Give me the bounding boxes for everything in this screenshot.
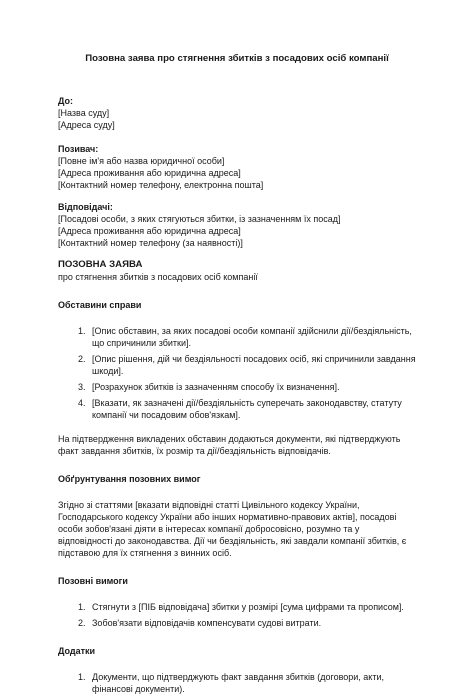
list-item: 1. Стягнути з [ПІБ відповідача] збитки у розмірі [сума цифрами та прописом]. <box>88 601 416 613</box>
defendants-address: [Адреса проживання або юридична адреса] <box>58 226 241 236</box>
document-title: Позовна заява про стягнення збитків з посадових осіб компанії <box>85 53 389 64</box>
demands-list <box>58 601 416 629</box>
defendants-contact: [Контактний номер телефону (за наявності)] <box>58 238 243 248</box>
section-title-circumstances: Обставини справи <box>58 300 142 310</box>
section-title-attachments: Додатки <box>58 646 96 656</box>
plaintiff-contact: [Контактний номер телефону, електронна пошта] <box>58 180 264 190</box>
court-address: [Адреса суду] <box>58 120 115 130</box>
plaintiff-label: Позивач: <box>58 144 99 154</box>
defendants-label: Відповідачі: <box>58 202 113 212</box>
list-item: 3. [Розрахунок збитків із зазначенням способу їх визначення]. <box>88 381 416 393</box>
plaintiff-address: [Адреса проживання або юридична адреса] <box>58 168 241 178</box>
defendants-block <box>58 201 416 249</box>
list-item: 2. [Опис рішення, дій чи бездіяльності посадових осіб, які спричинили завдання шкоди]. <box>88 353 416 377</box>
claim-subheading: про стягнення збитків з посадових осіб компанії <box>58 272 258 282</box>
claim-heading-block <box>58 259 416 283</box>
circumstances-list <box>58 325 416 421</box>
list-item: 1. [Опис обставин, за яких посадові особи компанії здійснили дії/бездіяльність, що спричинили збитки]. <box>88 325 416 349</box>
defendants-names: [Посадові особи, з яких стягуються збитки, із зазначенням їх посад] <box>58 214 341 224</box>
court-name: [Назва суду] <box>58 108 110 118</box>
plaintiff-block <box>58 143 416 191</box>
list-item: 4. [Вказати, як зазначені дії/бездіяльність суперечать законодавству, статуту компанії чи посадовим обов'язкам]. <box>88 397 416 421</box>
section-title-demands: Позовні вимоги <box>58 576 128 586</box>
justification-text: Згідно зі статтями [вказати відповідні статті Цивільного кодексу України, Господарського кодексу України або інших нормативно-правових актів], посадові особи зобов'язані діяти в інтересах компанії добросовісно, розумно та у відповідності до законодавства. Дії чи бездіяльність, які завдали компанії збитків, є підставою для їх стягнення з винних осіб. <box>58 500 407 558</box>
attachments-list <box>58 671 416 695</box>
court-block <box>58 95 416 131</box>
list-item: 2. Зобов'язати відповідачів компенсувати судові витрати. <box>88 617 416 629</box>
plaintiff-name: [Повне ім'я або назва юридичної особи] <box>58 156 225 166</box>
circumstances-note: На підтвердження викладених обставин додаються документи, які підтверджують факт завдання збитків, їх розмір та дії/бездіяльність відповідачів. <box>58 434 401 456</box>
section-title-justification: Обґрунтування позовних вимог <box>58 474 201 484</box>
claim-heading: ПОЗОВНА ЗАЯВА <box>58 259 143 270</box>
list-item: 1. Документи, що підтверджують факт завдання збитків (договори, акти, фінансові документи). <box>88 671 416 695</box>
court-label: До: <box>58 96 74 106</box>
